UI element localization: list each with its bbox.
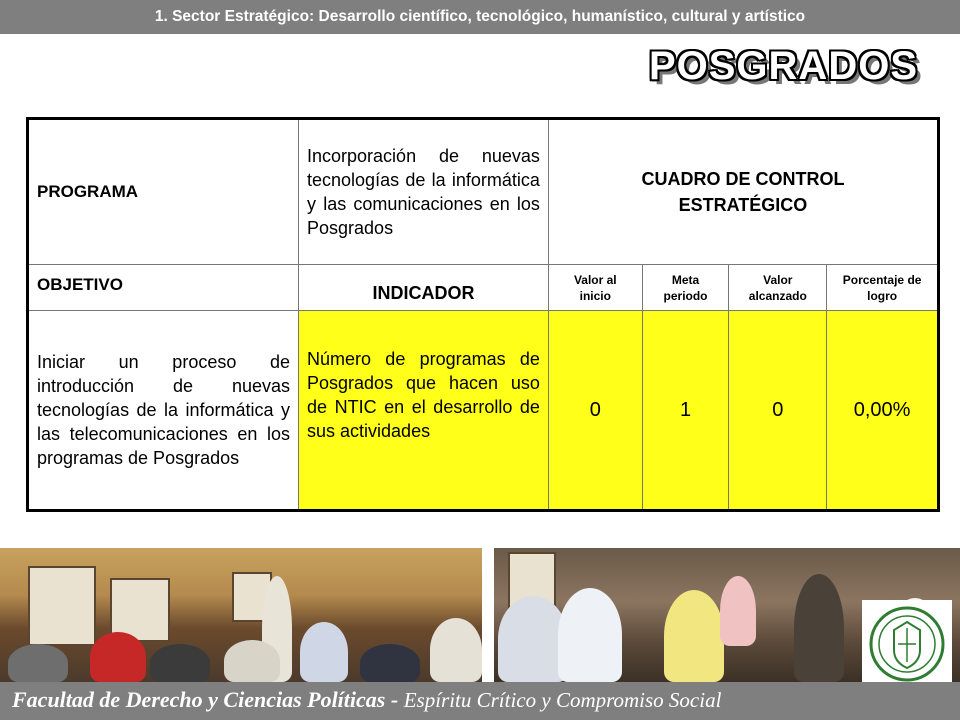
person xyxy=(430,618,482,682)
table-row xyxy=(28,311,939,511)
page-title: POSGRADOS xyxy=(648,44,918,88)
column-header-text: Valor al inicio xyxy=(573,272,617,303)
sector-header-bar xyxy=(0,0,960,34)
person xyxy=(150,644,210,682)
column-header-valor-alcanzado xyxy=(729,265,827,311)
column-header-text: Porcentaje de logro xyxy=(842,272,922,303)
person xyxy=(8,644,68,682)
programa-label: PROGRAMA xyxy=(28,119,299,265)
wall-frame xyxy=(28,566,96,646)
footer-separator: - xyxy=(385,687,404,712)
objetivo-value: Iniciar un proceso de introducción de nuevas tecnologías de la informática y las telecomunicaciones en los programas de Posgrados xyxy=(28,311,299,511)
person xyxy=(720,576,756,646)
meta-periodo-cell: 1 xyxy=(642,311,729,511)
column-header-porcentaje xyxy=(827,265,939,311)
person xyxy=(794,574,844,682)
person xyxy=(90,632,146,682)
porcentaje-logro-cell: 0,00% xyxy=(827,311,939,511)
person xyxy=(360,644,420,682)
column-header-valor-inicio xyxy=(548,265,642,311)
valor-alcanzado-cell: 0 xyxy=(729,311,827,511)
sector-title: 1. Sector Estratégico: Desarrollo científico, tecnológico, humanístico, cultural y artístico xyxy=(154,8,806,25)
cuadro-control-text: CUADRO DE CONTROL ESTRATÉGICO xyxy=(641,169,845,215)
faculty-motto: Espíritu Crítico y Compromiso Social xyxy=(403,688,722,712)
footer-tagline xyxy=(12,687,721,713)
column-header-text: Valor alcanzado xyxy=(748,272,807,303)
objetivo-label: OBJETIVO xyxy=(28,265,299,311)
column-header-text: Meta periodo xyxy=(663,272,708,303)
person xyxy=(664,590,724,682)
faculty-name: Facultad de Derecho y Ciencias Políticas xyxy=(12,687,386,712)
cuadro-control-title xyxy=(548,119,938,265)
person xyxy=(300,622,348,682)
person xyxy=(558,588,622,682)
person xyxy=(224,640,280,682)
footer-bar xyxy=(0,682,960,720)
table-row xyxy=(28,119,939,265)
table-row xyxy=(28,265,939,311)
strategic-control-table xyxy=(26,117,940,512)
indicador-value: Número de programas de Posgrados que hacen uso de NTIC en el desarrollo de sus actividades xyxy=(299,311,549,511)
programa-value: Incorporación de nuevas tecnologías de la informática y las comunicaciones en los Posgrados xyxy=(299,119,549,265)
valor-inicio-cell: 0 xyxy=(548,311,642,511)
indicador-label: INDICADOR xyxy=(299,265,549,311)
classroom-photo-left xyxy=(0,548,482,682)
column-header-meta-periodo xyxy=(642,265,729,311)
